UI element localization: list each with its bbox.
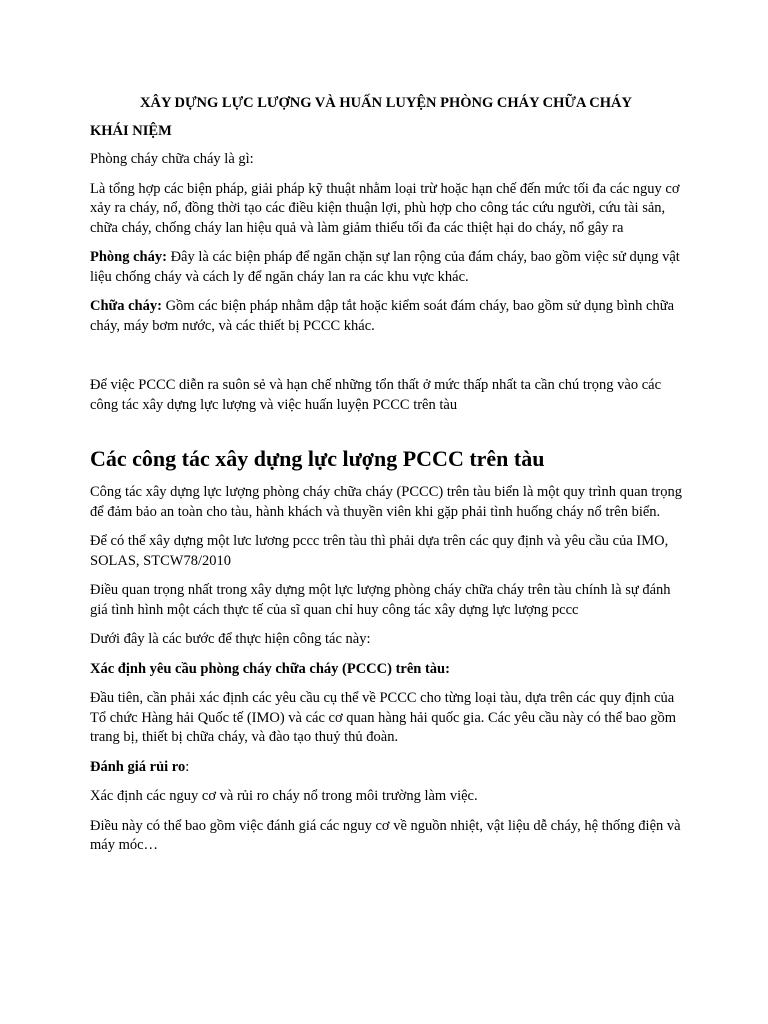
step-2-detail: Điều này có thể bao gồm việc đánh giá các nguy cơ về nguồn nhiệt, vật liệu dễ cháy, hệ thống điện và máy móc… <box>90 817 681 853</box>
section-heading: Các công tác xây dựng lực lượng PCCC trên tàu <box>90 446 545 471</box>
step-2-heading-text: Đánh giá rủi ro <box>90 758 186 775</box>
prevention-label: Phòng cháy: <box>90 249 167 265</box>
step-2-text: Xác định các nguy cơ và rủi ro cháy nổ trong môi trường làm việc. <box>90 788 478 804</box>
blank-line <box>90 346 682 376</box>
paragraph-1: Công tác xây dựng lực lượng phòng cháy chữa cháy (PCCC) trên tàu biển là một quy trình quan trọng để đảm bảo an toàn cho tàu, hành khách và thuyền viên khi gặp phải tình huống cháy nổ trên biển. <box>90 484 683 520</box>
definition-paragraph: Là tổng hợp các biện pháp, giải pháp kỹ thuật nhằm loại trừ hoặc hạn chế đến mức tối đa các nguy cơ xảy ra cháy, nổ, đồng thời tạo các điều kiện thuận lợi, phù hợp cho công tác cứu người, cứu tài sản, chữa cháy, chống cháy lan hiệu quả và làm giảm thiểu tối đa các thiệt hại do cháy, nổ gây ra <box>90 180 680 236</box>
fighting-label: Chữa cháy: <box>90 298 162 314</box>
step-2-colon: : <box>185 758 190 775</box>
fighting-paragraph <box>90 297 682 336</box>
step-1-text: Đầu tiên, cần phải xác định các yêu cầu cụ thể về PCCC cho từng loại tàu, dựa trên các quy định của Tổ chức Hàng hải Quốc tế (IMO) và các cơ quan hàng hải quốc gia. Các yêu cầu này có thể bao gồm trang bị, thiết bị chữa cháy, và đào tạo thuỷ thủ đoàn. <box>90 690 677 745</box>
prevention-text: Đây là các biện pháp để ngăn chặn sự lan rộng của đám cháy, bao gồm việc sử dụng vật liệu chống cháy và cách ly để ngăn cháy lan ra các khu vực khác. <box>90 249 680 285</box>
paragraph-2: Để có thể xây dựng một lưc lương pccc trên tàu thì phải dựa trên các quy định và yêu cầu của IMO, SOLAS, STCW78/2010 <box>90 533 669 569</box>
question-paragraph: Phòng cháy chữa cháy là gì: <box>90 151 254 167</box>
step-2-heading <box>90 758 682 778</box>
paragraph-4: Dưới đây là các bước để thực hiện công tác này: <box>90 631 371 647</box>
step-1-heading <box>90 660 682 680</box>
intro-focus-paragraph: Để việc PCCC diễn ra suôn sẻ và hạn chế những tổn thất ở mức thấp nhất ta cần chú trọng vào các công tác xây dựng lực lượng và việc huấn luyện PCCC trên tàu <box>90 377 662 413</box>
paragraph-3: Điều quan trọng nhất trong xây dựng một lực lượng phòng cháy chữa cháy trên tàu chính là sự đánh giá tình hình một cách thực tế của sĩ quan chỉ huy công tác xây dựng lực lượng pccc <box>90 582 671 618</box>
document-title: XÂY DỰNG LỰC LƯỢNG VÀ HUẤN LUYỆN PHÒNG CHÁY CHỮA CHÁY <box>140 95 632 111</box>
concept-heading: KHÁI NIỆM <box>90 123 172 139</box>
step-1-heading-text: Xác định yêu cầu phòng cháy chữa cháy (PCCC) trên tàu: <box>90 660 450 677</box>
fighting-text: Gồm các biện pháp nhằm dập tắt hoặc kiểm soát đám cháy, bao gồm sử dụng bình chữa cháy, máy bơm nước, và các thiết bị PCCC khác. <box>90 298 675 334</box>
prevention-paragraph <box>90 248 682 287</box>
